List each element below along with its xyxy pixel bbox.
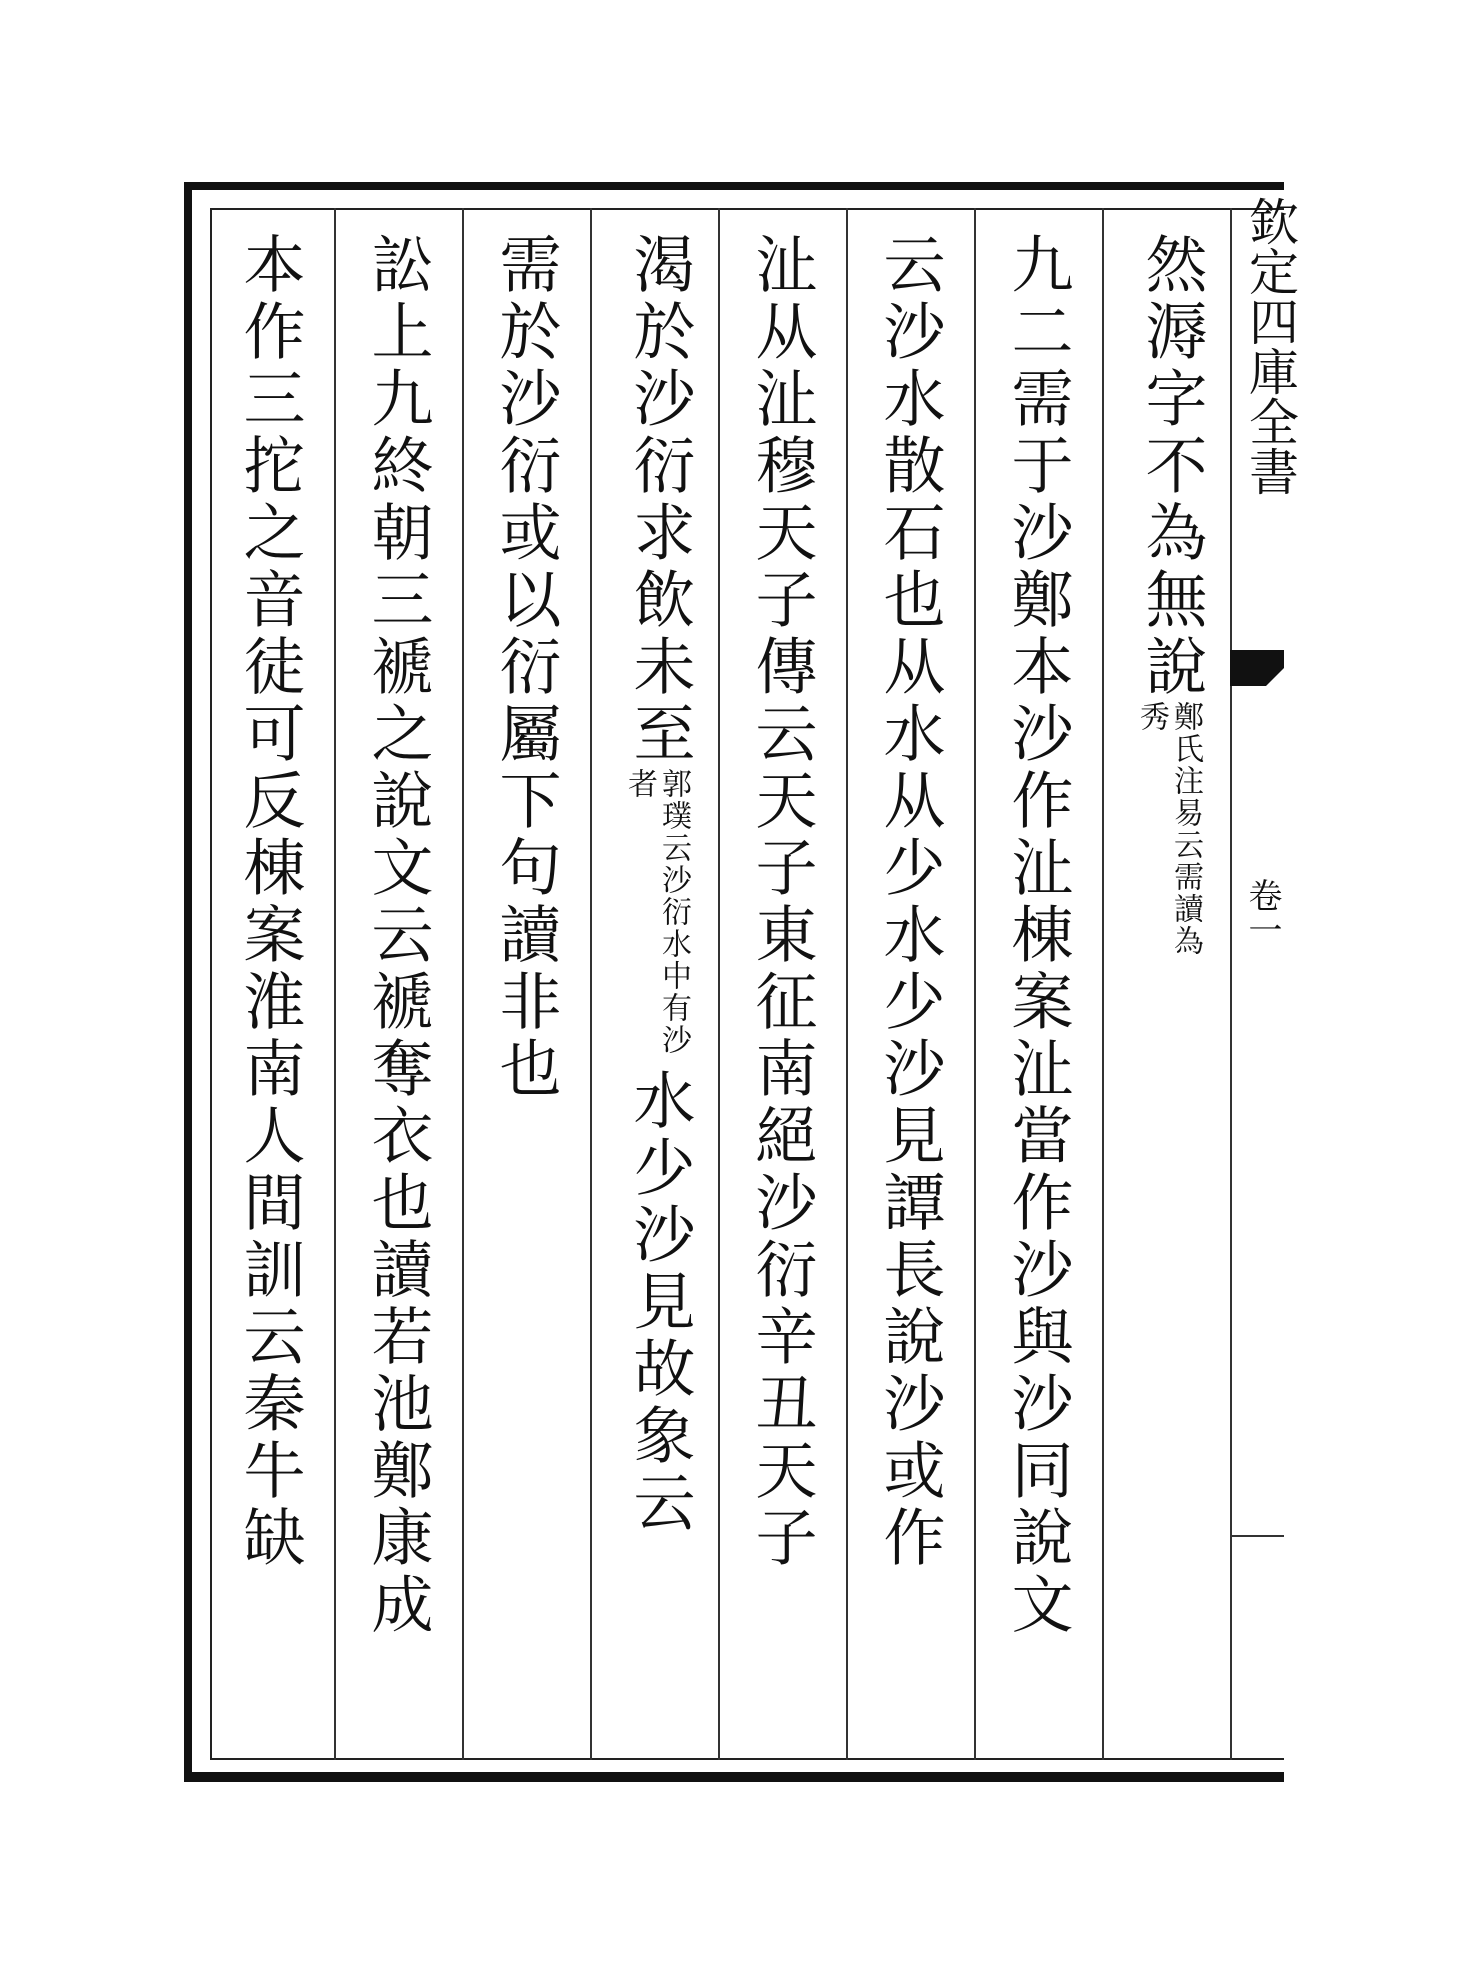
- column-rule: [974, 208, 976, 1760]
- text-column-7: [361, 232, 434, 1639]
- column-rule: [590, 208, 592, 1760]
- column-rule: [846, 208, 848, 1760]
- main-text: 沚从沚穆天子傳云天子東征南絕沙衍辛丑天子: [745, 232, 818, 1572]
- column-rule: [462, 208, 464, 1760]
- main-text: 訟上九終朝三褫之說文云褫奪衣也讀若池鄭康成: [361, 232, 434, 1639]
- commentary-note: 郭璞云沙衍水中有沙者: [622, 768, 691, 1056]
- chapter-label: 卷一: [1242, 878, 1282, 946]
- main-text: 本作三拕之音徒可反棟案淮南人間訓云秦牛缺: [233, 232, 306, 1572]
- commentary-note: 鄭氏注易云需讀為秀: [1134, 701, 1203, 957]
- text-column-6: [489, 232, 562, 1103]
- main-text: 渴於沙衍求飲未至: [623, 232, 696, 768]
- main-text: 然溽字不為無說: [1135, 232, 1208, 701]
- column-rule: [1102, 208, 1104, 1760]
- column-rule: [718, 208, 720, 1760]
- column-rule: [1230, 208, 1232, 1760]
- margin-rule: [1232, 1535, 1284, 1537]
- text-column-2: [1001, 232, 1074, 1639]
- main-text-continued: 水少沙見故象云: [623, 1068, 696, 1537]
- main-text: 九二需于沙鄭本沙作沚棟案沚當作沙與沙同說文: [1001, 232, 1074, 1639]
- column-rule: [334, 208, 336, 1760]
- text-column-1: [1134, 232, 1208, 965]
- main-text: 云沙水散石也从水从少水少沙見譚長說沙或作: [873, 232, 946, 1572]
- text-column-3: [873, 232, 946, 1572]
- fish-tail-notch: [1248, 668, 1284, 704]
- text-column-8: [233, 232, 306, 1572]
- book-title: 欽定四庫全書: [1241, 196, 1299, 496]
- text-column-5: [622, 232, 696, 1537]
- text-column-4: [745, 232, 818, 1572]
- main-text: 需於沙衍或以衍屬下句讀非也: [489, 232, 562, 1103]
